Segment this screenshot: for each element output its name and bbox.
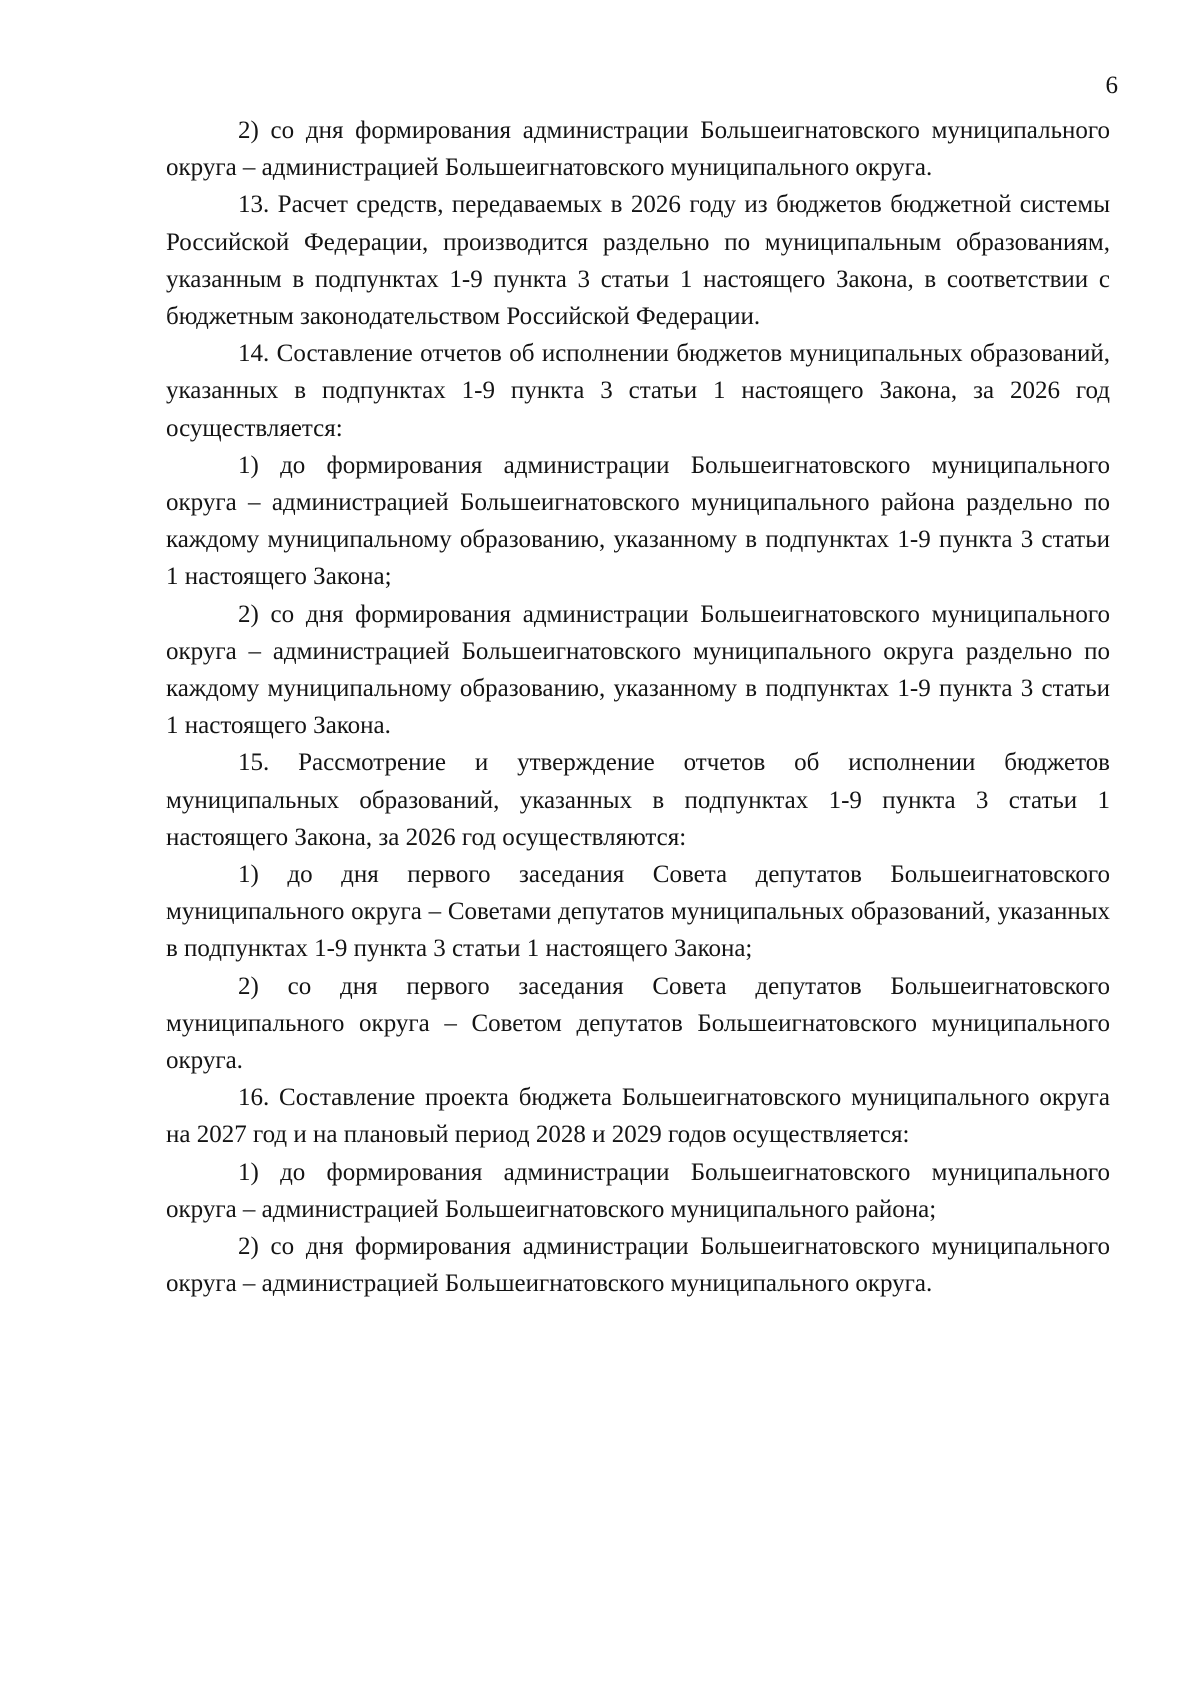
paragraph-16-item-2: 2) со дня формирования администрации Большеигнатовского муниципального округа – администрацией Большеигнатовского муниципального округа. <box>166 1233 1110 1298</box>
paragraph-14-item-1: 1) до формирования администрации Большеигнатовского муниципального округа – администрацией Большеигнатовского муниципального района раздельно по каждому муниципальному образованию, указанному в подпунктах 1-9 пункта 3 статьи 1 настоящего Закона; <box>166 451 1110 591</box>
paragraph-16: 16. Составление проекта бюджета Большеигнатовского муниципального округа на 2027 год и на плановый период 2028 и 2029 годов осуществляется: <box>166 1084 1110 1149</box>
paragraph-14: 14. Составление отчетов об исполнении бюджетов муниципальных образований, указанных в подпунктах 1-9 пункта 3 статьи 1 настоящего Закона, за 2026 год осуществляется: <box>166 340 1110 442</box>
page-number: 6 <box>1105 72 1118 99</box>
paragraph-2-item-2: 2) со дня формирования администрации Большеигнатовского муниципального округа – администрацией Большеигнатовского муниципального округа. <box>166 117 1110 182</box>
paragraph-14-item-2: 2) со дня формирования администрации Большеигнатовского муниципального округа – администрацией Большеигнатовского муниципального округа раздельно по каждому муниципальному образованию, указанному в подпунктах 1-9 пункта 3 статьи 1 настоящего Закона. <box>166 600 1110 740</box>
document-body <box>166 112 1110 1303</box>
paragraph-16-item-1: 1) до формирования администрации Большеигнатовского муниципального округа – администрацией Большеигнатовского муниципального района; <box>166 1158 1110 1223</box>
paragraph-15: 15. Рассмотрение и утверждение отчетов об исполнении бюджетов муниципальных образований, указанных в подпунктах 1-9 пункта 3 статьи 1 настоящего Закона, за 2026 год осуществляются: <box>166 749 1110 851</box>
paragraph-13: 13. Расчет средств, передаваемых в 2026 году из бюджетов бюджетной системы Российской Федерации, производится раздельно по муниципальным образованиям, указанным в подпунктах 1-9 пункта 3 статьи 1 настоящего Закона, в соответствии с бюджетным законодательством Российской Федерации. <box>166 191 1110 331</box>
paragraph-15-item-2: 2) со дня первого заседания Совета депутатов Большеигнатовского муниципального округа – Советом депутатов Большеигнатовского муниципального округа. <box>166 972 1110 1075</box>
paragraph-15-item-1: 1) до дня первого заседания Совета депутатов Большеигнатовского муниципального округа – Советами депутатов муниципальных образований, указанных в подпунктах 1-9 пункта 3 статьи 1 настоящего Закона; <box>166 861 1110 963</box>
